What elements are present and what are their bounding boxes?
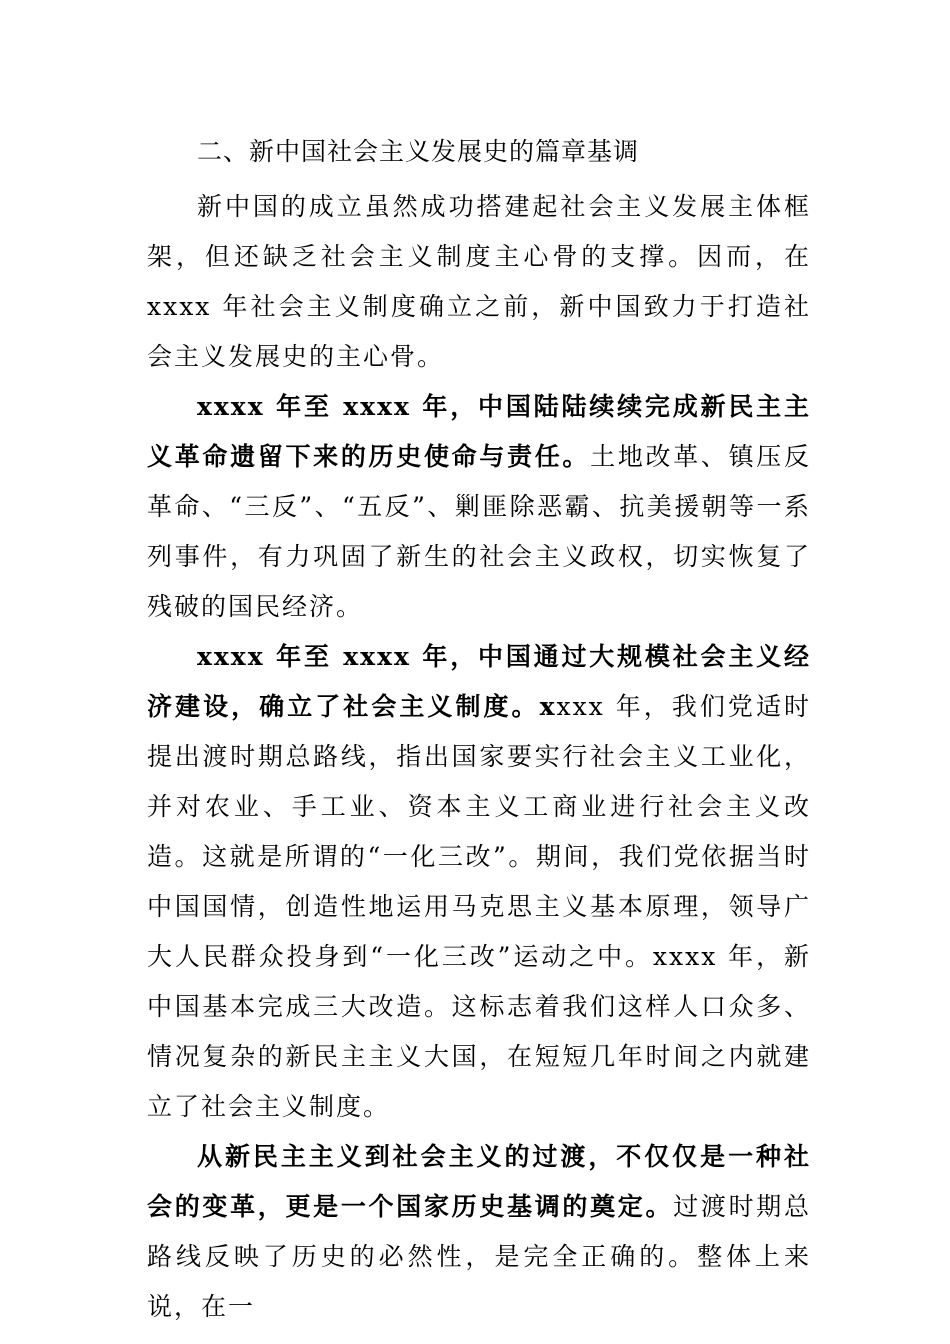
paragraph-1	[147, 182, 811, 382]
paragraph-4-text: 过渡时期总路线反映了历史的必然性，是完全正确的。整体上来说，在一	[147, 1192, 811, 1321]
paragraph-2-text: 土地改革、镇压反革命、“三反”、“五反”、剿匪除恶霸、抗美援朝等一系列事件，有力巩固了新生的社会主义政权，切实恢复了残破的国民经济。	[147, 442, 811, 621]
paragraph-2	[147, 382, 811, 632]
paragraph-4	[147, 1132, 811, 1332]
paragraph-3-bold-lead: xxxx 年至 xxxx 年，中国通过大规模社会主义经济建设，确立了社会主义制度。x	[147, 642, 811, 721]
paragraph-2-bold-lead: xxxx 年至 xxxx 年，中国陆陆续续完成新民主主义革命遗留下来的历史使命与责任。	[147, 392, 811, 471]
paragraph-3	[147, 632, 811, 1132]
document-body	[147, 122, 811, 1332]
section-heading: 二、新中国社会主义发展史的篇章基调	[197, 137, 640, 166]
paragraph-1-text: 新中国的成立虽然成功搭建起社会主义发展主体框架，但还缺乏社会主义制度主心骨的支撑。因而，在 xxxx 年社会主义制度确立之前，新中国致力于打造社会主义发展史的主心骨。	[147, 192, 811, 371]
paragraph-4-bold-lead: 从新民主主义到社会主义的过渡，不仅仅是一种社会的变革，更是一个国家历史基调的奠定。	[147, 1142, 811, 1221]
paragraph-3-text: xxx 年，我们党适时提出渡时期总路线，指出国家要实行社会主义工业化，并对农业、手工业、资本主义工商业进行社会主义改造。这就是所谓的“一化三改”。期间，我们党依据当时中国国情，创造性地运用马克思主义基本原理，领导广大人民群众投身到“一化三改”运动之中。xxxx 年，新中国基本完成三大改造。这标志着我们这样人口众多、情况复杂的新民主主义大国，在短短几年时间之内就建立了社会主义制度。	[147, 692, 811, 1121]
